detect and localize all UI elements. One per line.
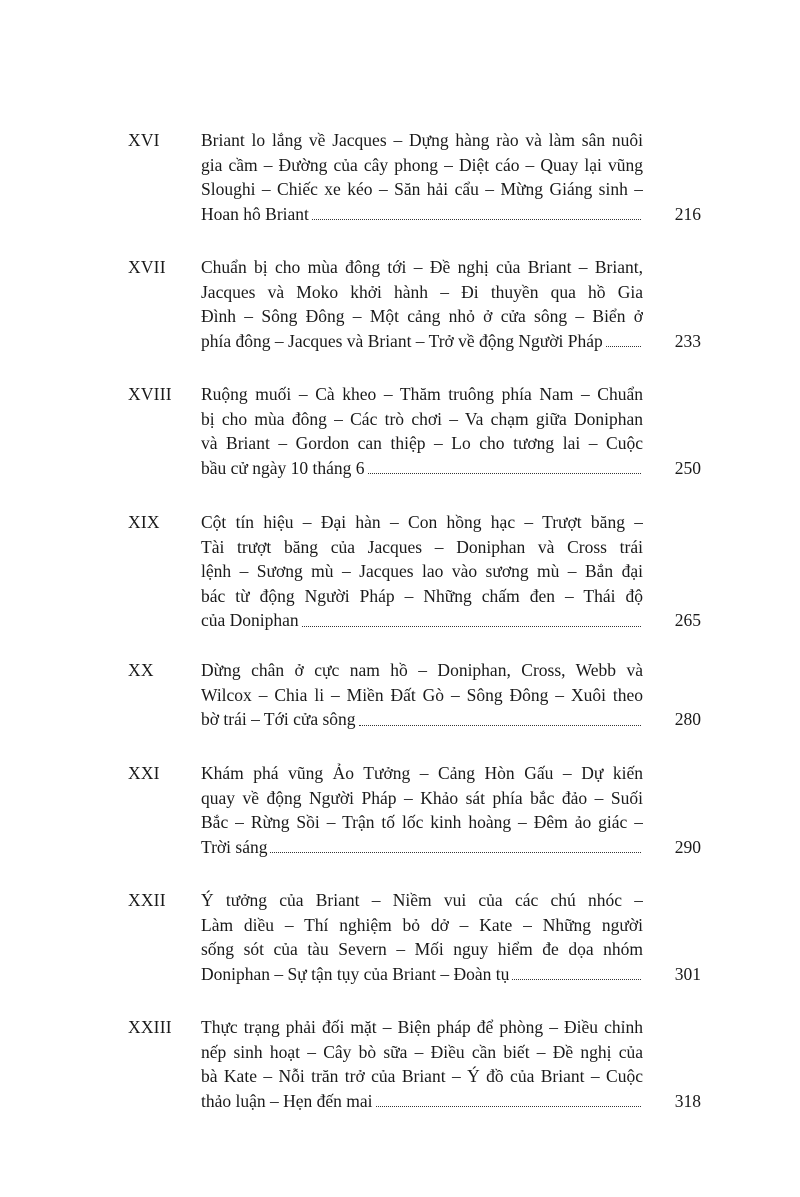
page-number: 265 xyxy=(674,610,701,630)
chapter-summary xyxy=(201,658,643,732)
dot-leader xyxy=(512,978,641,980)
chapter-summary xyxy=(201,888,643,986)
chapter-number: XXII xyxy=(128,890,166,910)
summary-line: phía đông – Jacques và Briant – Trở về động Người Pháp xyxy=(201,330,603,351)
summary-last-line xyxy=(201,1089,643,1114)
summary-line: Đình – Sông Đông – Một cảng nhỏ ở cửa sông – Biển ở xyxy=(201,306,643,326)
dot-leader xyxy=(368,472,641,474)
summary-last-line xyxy=(201,202,643,227)
chapter-number: XVIII xyxy=(128,384,172,404)
summary-line: Khám phá vũng Ảo Tưởng – Cảng Hòn Gấu – Dự kiến xyxy=(201,763,643,783)
summary-line: sống sót của tàu Severn – Mối nguy hiểm đe dọa nhóm xyxy=(201,939,643,959)
summary-line: của Doniphan xyxy=(201,610,299,630)
summary-line: Thực trạng phải đối mặt – Biện pháp để phòng – Điều chỉnh xyxy=(201,1017,643,1037)
dot-leader xyxy=(359,724,641,726)
summary-last-line xyxy=(201,329,643,354)
page-number: 216 xyxy=(674,203,701,224)
summary-last-line xyxy=(201,456,643,481)
chapter-summary xyxy=(201,255,643,353)
chapter-number: XVII xyxy=(128,257,166,277)
chapter-number: XVI xyxy=(128,130,160,150)
dot-leader xyxy=(312,218,641,220)
summary-line: Ý tưởng của Briant – Niềm vui của các chú nhóc – xyxy=(201,890,643,910)
chapter-summary xyxy=(201,128,643,226)
summary-line: Làm diều – Thí nghiệm bỏ dở – Kate – Những người xyxy=(201,914,643,935)
summary-line: Tài trượt băng của Jacques – Doniphan và Cross trái xyxy=(201,536,643,557)
chapter-number: XIX xyxy=(128,512,160,532)
dot-leader xyxy=(302,625,641,627)
summary-line: Cột tín hiệu – Đại hàn – Con hồng hạc – Trượt băng – xyxy=(201,512,643,532)
chapter-summary xyxy=(201,761,643,859)
page-number: 233 xyxy=(674,330,701,351)
chapter-number: XXI xyxy=(128,763,160,783)
summary-line: bị cho mùa đông – Các trò chơi – Va chạm giữa Doniphan xyxy=(201,408,643,429)
page-number: 318 xyxy=(674,1090,701,1111)
chapter-number: XXIII xyxy=(128,1017,172,1037)
summary-line: Wilcox – Chia li – Miền Đất Gò – Sông Đông – Xuôi theo xyxy=(201,684,643,705)
page-number: 250 xyxy=(674,457,701,478)
page-number: 290 xyxy=(674,836,701,857)
summary-line: Jacques và Moko khởi hành – Đi thuyền qua hồ Gia xyxy=(201,281,643,302)
summary-line: Chuẩn bị cho mùa đông tới – Đề nghị của Briant – Briant, xyxy=(201,257,643,277)
summary-line: bầu cử ngày 10 tháng 6 xyxy=(201,457,365,478)
summary-line: thảo luận – Hẹn đến mai xyxy=(201,1090,373,1111)
summary-line: và Briant – Gordon can thiệp – Lo cho tương lai – Cuộc xyxy=(201,433,643,453)
summary-line: Dừng chân ở cực nam hồ – Doniphan, Cross, Webb và xyxy=(201,660,643,680)
summary-line: nếp sinh hoạt – Cây bò sữa – Điều cần biết – Đề nghị của xyxy=(201,1041,643,1062)
summary-line: Sloughi – Chiếc xe kéo – Săn hải cẩu – Mừng Giáng sinh – xyxy=(201,179,643,199)
summary-line: Hoan hô Briant xyxy=(201,203,309,224)
summary-last-line xyxy=(201,608,643,633)
summary-line: Bắc – Rừng Sồi – Trận tố lốc kinh hoàng – Đêm ảo giác – xyxy=(201,812,643,832)
summary-line: Trời sáng xyxy=(201,836,268,857)
summary-line: Briant lo lắng về Jacques – Dựng hàng rào và làm sân nuôi xyxy=(201,130,643,150)
summary-line: Ruộng muối – Cà kheo – Thăm truông phía Nam – Chuẩn xyxy=(201,384,643,404)
summary-last-line xyxy=(201,835,643,860)
dot-leader xyxy=(270,851,641,853)
summary-line: lệnh – Sương mù – Jacques lao vào sương mù – Bắn đại xyxy=(201,561,643,581)
chapter-summary xyxy=(201,382,643,480)
summary-line: bác từ động Người Pháp – Những chấm đen – Thái độ xyxy=(201,585,643,606)
chapter-number: XX xyxy=(128,660,154,680)
summary-line: gia cầm – Đường của cây phong – Diệt cáo – Quay lại vũng xyxy=(201,154,643,175)
chapter-summary xyxy=(201,1015,643,1113)
dot-leader xyxy=(606,345,641,347)
dot-leader xyxy=(376,1105,641,1107)
summary-line: Doniphan – Sự tận tụy của Briant – Đoàn tụ xyxy=(201,963,510,984)
summary-line: bà Kate – Nỗi trăn trở của Briant – Ý đồ của Briant – Cuộc xyxy=(201,1066,643,1086)
summary-line: quay về động Người Pháp – Khảo sát phía bắc đảo – Suối xyxy=(201,787,643,808)
summary-last-line xyxy=(201,707,643,732)
chapter-summary xyxy=(201,510,643,633)
page-number: 301 xyxy=(674,963,701,984)
summary-last-line xyxy=(201,962,643,987)
summary-line: bờ trái – Tới cửa sông xyxy=(201,709,356,729)
page-number: 280 xyxy=(674,709,701,729)
